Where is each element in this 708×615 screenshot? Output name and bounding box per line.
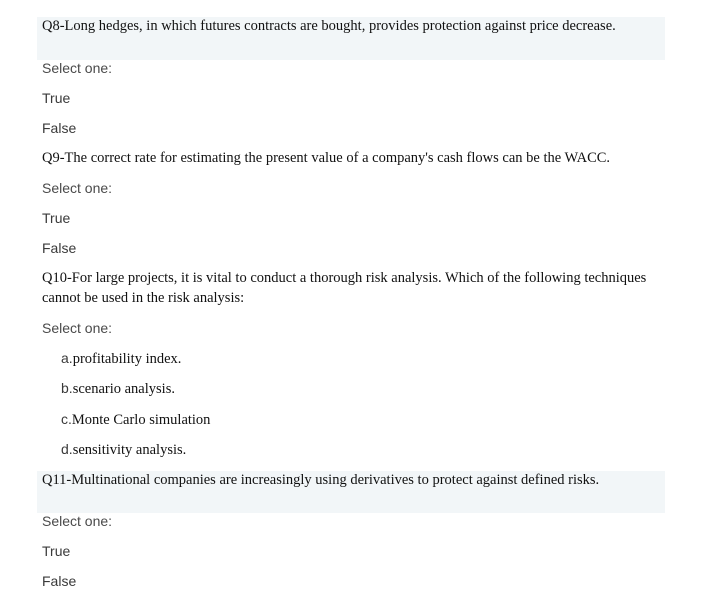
q10-option-c[interactable] <box>61 411 210 429</box>
option-letter: a. <box>61 350 73 366</box>
option-text: profitability index. <box>72 351 182 367</box>
q9-select-one-label: Select one: <box>42 180 113 196</box>
q10-select-one-label: Select one: <box>42 320 113 336</box>
q8-option-true[interactable]: True <box>42 90 71 106</box>
question-9-text: Q9-The correct rate for estimating the present value of a company's cash flows can be the WACC. <box>42 150 611 166</box>
q10-option-b[interactable] <box>61 380 175 398</box>
question-11-text: Q11-Multinational companies are increasingly using derivatives to protect against defined risks. <box>42 472 600 488</box>
q9-option-true[interactable]: True <box>42 210 71 226</box>
q11-option-false[interactable]: False <box>42 573 77 589</box>
option-letter: d. <box>61 441 73 457</box>
question-10-text-line1: Q10-For large projects, it is vital to conduct a thorough risk analysis. Which of the following techniques <box>42 270 647 286</box>
option-text: sensitivity analysis. <box>72 442 187 458</box>
option-text: Monte Carlo simulation <box>71 412 211 428</box>
question-10-text-line2: cannot be used in the risk analysis: <box>42 290 245 306</box>
option-letter: b. <box>61 380 73 396</box>
q11-select-one-label: Select one: <box>42 513 113 529</box>
q9-option-false[interactable]: False <box>42 240 77 256</box>
option-letter: c. <box>61 411 72 427</box>
q10-option-d[interactable] <box>61 441 186 459</box>
question-8-text: Q8-Long hedges, in which futures contracts are bought, provides protection against price decrease. <box>42 18 616 34</box>
q8-select-one-label: Select one: <box>42 60 113 76</box>
q8-option-false[interactable]: False <box>42 120 77 136</box>
q10-option-a[interactable] <box>61 350 181 368</box>
option-text: scenario analysis. <box>72 381 175 397</box>
q11-option-true[interactable]: True <box>42 543 71 559</box>
